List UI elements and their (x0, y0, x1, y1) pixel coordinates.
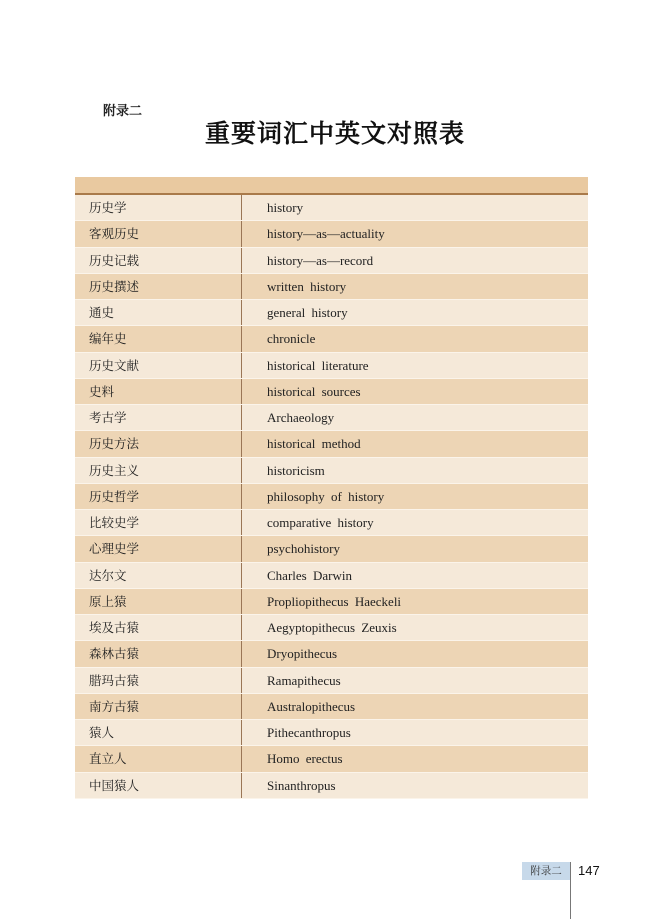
table-row (75, 746, 588, 772)
chinese-term: 考古学 (75, 405, 242, 430)
table-row (75, 563, 588, 589)
english-term: Australopithecus (267, 698, 356, 714)
english-term: history—as—record (267, 252, 374, 268)
english-term: chronicle (267, 331, 316, 347)
english-term: historical literature (267, 357, 369, 373)
page-number: 147 (578, 863, 600, 878)
chinese-term: 史料 (75, 379, 242, 404)
english-term: written history (267, 278, 347, 294)
table-row (75, 510, 588, 536)
table-row (75, 221, 588, 247)
table-row (75, 405, 588, 431)
english-term: philosophy of history (267, 488, 385, 504)
chinese-term: 直立人 (75, 746, 242, 771)
chinese-term: 历史记载 (75, 248, 242, 273)
footer-divider (570, 862, 571, 919)
footer-section-label: 附录二 (522, 862, 570, 880)
english-term: general history (267, 305, 348, 320)
chinese-term: 埃及古猿 (75, 615, 242, 640)
chinese-term: 历史文献 (75, 353, 242, 378)
chinese-term: 编年史 (75, 326, 242, 351)
table-row (75, 536, 588, 562)
chinese-term: 客观历史 (75, 221, 242, 246)
english-term: Ramapithecus (267, 672, 341, 688)
table-row (75, 615, 588, 641)
table-row (75, 274, 588, 300)
chinese-term: 猿人 (75, 720, 242, 745)
english-term: Dryopithecus (267, 646, 338, 662)
chinese-term: 达尔文 (75, 563, 242, 588)
english-term: Pithecanthropus (267, 725, 351, 740)
glossary-table (75, 177, 588, 799)
page-title: 重要词汇中英文对照表 (205, 119, 466, 148)
chinese-term: 腊玛古猿 (75, 668, 242, 693)
english-term: psychohistory (267, 541, 340, 557)
table-row (75, 431, 588, 457)
table-row (75, 589, 588, 615)
english-term: history—as—actuality (267, 226, 385, 242)
table-row (75, 379, 588, 405)
table-row (75, 248, 588, 274)
chinese-term: 通史 (75, 300, 242, 325)
english-term: history (267, 200, 304, 215)
appendix-label: 附录二 (103, 104, 143, 119)
english-term: Charles Darwin (267, 567, 352, 583)
chinese-term: 中国猿人 (75, 773, 242, 798)
english-term: historical method (267, 436, 361, 452)
english-term: Archaeology (267, 410, 335, 425)
english-term: Propliopithecus Haeckeli (267, 593, 402, 609)
table-row (75, 353, 588, 379)
chinese-term: 历史方法 (75, 431, 242, 456)
table-row (75, 668, 588, 694)
table-body (75, 195, 588, 799)
english-term: historical sources (267, 383, 361, 399)
chinese-term: 历史哲学 (75, 484, 242, 509)
table-row (75, 326, 588, 352)
table-row (75, 694, 588, 720)
table-row (75, 484, 588, 510)
chinese-term: 历史主义 (75, 458, 242, 483)
chinese-term: 历史学 (75, 195, 242, 220)
table-row (75, 300, 588, 326)
english-term: Homo erectus (267, 751, 343, 767)
english-term: Aegyptopithecus Zeuxis (267, 620, 397, 635)
table-row (75, 773, 588, 799)
chinese-term: 比较史学 (75, 510, 242, 535)
english-term: comparative history (267, 515, 374, 530)
chinese-term: 森林古猿 (75, 641, 242, 666)
chinese-term: 历史撰述 (75, 274, 242, 299)
table-row (75, 720, 588, 746)
table-header-band (75, 177, 588, 195)
table-row (75, 641, 588, 667)
english-term: Sinanthropus (267, 777, 336, 793)
table-row (75, 458, 588, 484)
english-term: historicism (267, 462, 325, 478)
chinese-term: 原上猿 (75, 589, 242, 614)
chinese-term: 南方古猿 (75, 694, 242, 719)
chinese-term: 心理史学 (75, 536, 242, 561)
table-row (75, 195, 588, 221)
